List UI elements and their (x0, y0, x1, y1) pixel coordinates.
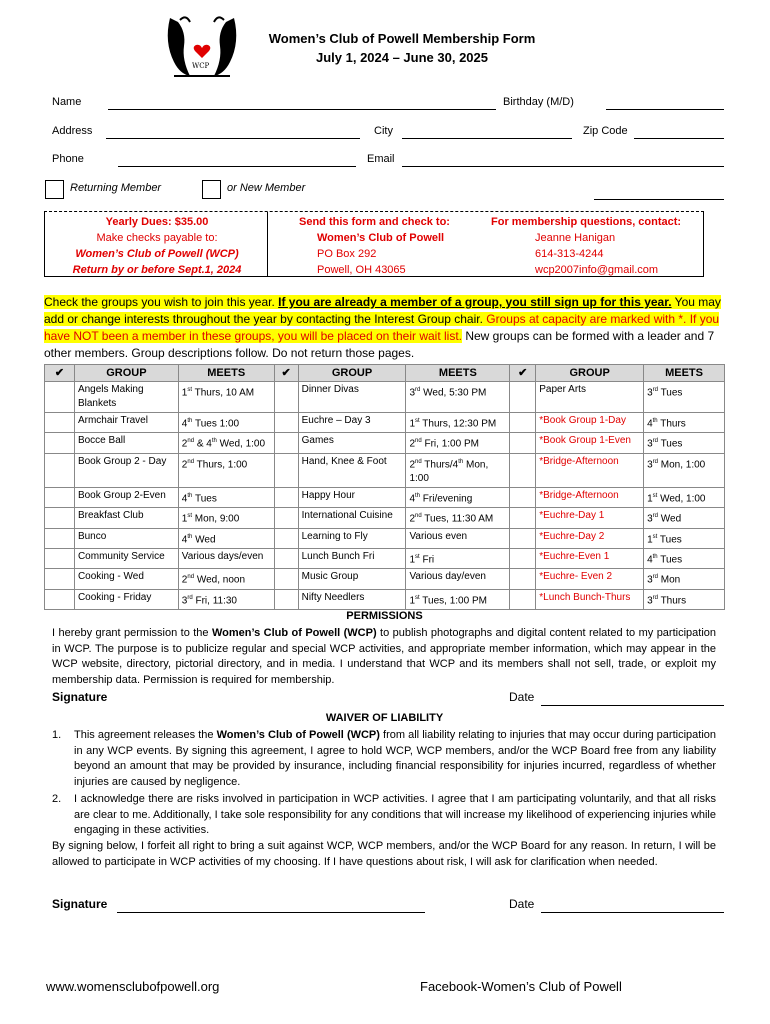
group-checkbox[interactable] (45, 433, 75, 453)
dues-box (44, 211, 704, 277)
group-name: Community Service (74, 548, 178, 568)
group-name: *Book Group 1-Day (536, 413, 644, 433)
contact-name: Jeanne Hanigan (535, 232, 616, 244)
dues-payable: Make checks payable to: (96, 232, 218, 244)
group-name: *Bridge-Afternoon (536, 487, 644, 507)
group-name: Armchair Travel (74, 413, 178, 433)
group-meets: 1st Thurs, 10 AM (178, 382, 274, 413)
table-row (45, 548, 725, 568)
waiver-item2: I acknowledge there are risks involved in participation in WCP activities. I agree that I am participating voluntarily, and that all risks are clear to me. Additionally, I take sole responsibility for any conditions that will increase my likelihood of experiencing injuries while engaging in these activities. (74, 793, 716, 836)
group-name: Hand, Knee & Foot (298, 453, 406, 487)
group-meets: 1st Mon, 9:00 (178, 508, 274, 528)
group-name: Happy Hour (298, 487, 406, 507)
waiver-item1-a: This agreement releases the (74, 729, 217, 741)
name-input[interactable] (108, 109, 496, 110)
group-name: International Cuisine (298, 508, 406, 528)
dues-column (45, 214, 269, 278)
meets-header: MEETS (178, 365, 274, 382)
group-name: *Euchre- Even 2 (536, 569, 644, 589)
group-meets: 2nd Thurs, 1:00 (178, 453, 274, 487)
group-meets: 4th Tues 1:00 (178, 413, 274, 433)
dues-deadline: Return by or before Sept.1, 2024 (72, 264, 242, 276)
group-checkbox[interactable] (45, 528, 75, 548)
group-meets: 3rd Mon (644, 569, 725, 589)
groups-table (44, 364, 725, 610)
group-meets: Various day/even (406, 569, 510, 589)
mail-name: Women’s Club of Powell (317, 232, 445, 244)
group-meets: 3rd Wed, 5:30 PM (406, 382, 510, 413)
group-checkbox[interactable] (45, 487, 75, 507)
birthday-label: Birthday (M/D) (503, 96, 574, 108)
group-name: Music Group (298, 569, 406, 589)
group-checkbox[interactable] (45, 382, 75, 413)
table-row (45, 382, 725, 413)
waiver-item1-bold: Women’s Club of Powell (WCP) (216, 729, 380, 741)
group-checkbox[interactable] (274, 589, 298, 609)
group-name: *Euchre-Even 1 (536, 548, 644, 568)
group-checkbox[interactable] (45, 589, 75, 609)
wcp-logo (160, 12, 244, 82)
group-checkbox[interactable] (510, 508, 536, 528)
extra-line (594, 199, 724, 200)
permissions-text-b: to publish photographs and digital content related to my participation in WCP. The purpose is to publicize regular and special WCP activities, and appropriate member information, which may appear in the WCP website, directory, pictorial directory, and in media. I understand that WCP and its members shall not sell, trade, or exploit my membership data. Permission is required for membership. (52, 627, 717, 686)
contact-phone: 614-313-4244 (535, 248, 604, 260)
group-checkbox[interactable] (45, 453, 75, 487)
group-meets: 4th Tues (178, 487, 274, 507)
intro-paragraph (44, 294, 724, 362)
intro-p5: New groups can be formed with a leader and 7 other members. Group descriptions follow. Do not return those pages. (44, 329, 715, 360)
group-name: Learning to Fly (298, 528, 406, 548)
signature-label-2: Signature (52, 897, 108, 911)
table-row (45, 589, 725, 609)
group-name: Book Group 2-Even (74, 487, 178, 507)
group-name: *Euchre-Day 1 (536, 508, 644, 528)
group-checkbox[interactable] (274, 508, 298, 528)
group-header: GROUP (298, 365, 406, 382)
waiver-item2-num: 2. (52, 793, 62, 805)
meets-header: MEETS (644, 365, 725, 382)
check-header: ✔ (45, 365, 75, 382)
group-name: Bunco (74, 528, 178, 548)
group-meets: 3rd Thurs (644, 589, 725, 609)
group-meets: 1st Tues, 1:00 PM (406, 589, 510, 609)
signature-label-1: Signature (52, 690, 108, 704)
permissions-text-a: I hereby grant permission to the (52, 627, 212, 639)
group-name: *Lunch Bunch-Thurs (536, 589, 644, 609)
group-checkbox[interactable] (510, 453, 536, 487)
table-row (45, 569, 725, 589)
name-label: Name (52, 96, 82, 108)
group-checkbox[interactable] (274, 569, 298, 589)
group-checkbox[interactable] (510, 569, 536, 589)
group-name: Breakfast Club (74, 508, 178, 528)
footer-website[interactable]: www.womensclubofpowell.org (46, 979, 220, 994)
group-meets: 2nd Wed, noon (178, 569, 274, 589)
birthday-input[interactable] (606, 109, 724, 110)
group-meets: 3rd Tues (644, 433, 725, 453)
table-row (45, 413, 725, 433)
group-checkbox[interactable] (274, 382, 298, 413)
group-checkbox[interactable] (510, 487, 536, 507)
group-meets: 3rd Tues (644, 382, 725, 413)
intro-p4: Groups at capacity are marked with *. If you have NOT been a member in these groups, you will be placed on their wait list. (44, 312, 720, 343)
group-meets: 4th Fri/evening (406, 487, 510, 507)
phone-input[interactable] (118, 166, 356, 167)
group-name: Euchre – Day 3 (298, 413, 406, 433)
group-meets: 2nd Thurs/4th Mon, 1:00 (406, 453, 510, 487)
group-meets: 1st Tues (644, 528, 725, 548)
zip-label: Zip Code (583, 125, 628, 137)
group-meets: Various days/even (178, 548, 274, 568)
signature-input-2[interactable] (117, 912, 425, 913)
table-row (45, 528, 725, 548)
waiver-item1-b: from all liability relating to injuries that may occur during participation in any WCP events. By signing this agreement, I agree to hold WCP, WCP members, and/or the WCP Board free from any liability beyond an amount that may be provided by insurance, including financial responsibility for injuries incurred, regardless of whether injuries are caused by negligence. (74, 729, 716, 788)
mail-column (299, 214, 469, 278)
date-label-1: Date (509, 690, 535, 704)
group-checkbox[interactable] (510, 382, 536, 413)
date-input-1[interactable] (541, 705, 724, 706)
group-meets: 3rd Wed (644, 508, 725, 528)
table-row (45, 453, 725, 487)
dues-payee: Women’s Club of Powell (WCP) (75, 248, 239, 260)
group-header: GROUP (536, 365, 644, 382)
group-name: *Book Group 1-Even (536, 433, 644, 453)
group-checkbox[interactable] (510, 433, 536, 453)
group-checkbox[interactable] (274, 548, 298, 568)
contact-heading: For membership questions, contact: (491, 216, 682, 228)
group-checkbox[interactable] (510, 413, 536, 433)
meets-header: MEETS (406, 365, 510, 382)
permissions-bold: Women’s Club of Powell (WCP) (211, 627, 377, 639)
group-checkbox[interactable] (274, 528, 298, 548)
group-name: *Bridge-Afternoon (536, 453, 644, 487)
group-name: Book Group 2 - Day (74, 453, 178, 487)
email-label: Email (367, 153, 395, 165)
group-meets: 2nd Tues, 11:30 AM (406, 508, 510, 528)
check-header: ✔ (274, 365, 298, 382)
logo-text: WCP (192, 62, 210, 70)
city-label: City (374, 125, 393, 137)
group-meets: 4th Wed (178, 528, 274, 548)
group-meets: 4th Thurs (644, 413, 725, 433)
returning-member-label: Returning Member (70, 182, 162, 194)
group-checkbox[interactable] (510, 528, 536, 548)
returning-member-checkbox[interactable] (45, 180, 64, 199)
form-title: Women’s Club of Powell Membership Form (268, 31, 536, 46)
waiver-heading: WAIVER OF LIABILITY (325, 712, 444, 724)
date-input-2[interactable] (541, 912, 724, 913)
email-input[interactable] (402, 166, 724, 167)
group-meets: 3rd Fri, 11:30 (178, 589, 274, 609)
group-checkbox[interactable] (45, 413, 75, 433)
contact-column (491, 214, 701, 278)
form-dates: July 1, 2024 – June 30, 2025 (315, 50, 488, 65)
group-meets: 2nd & 4th Wed, 1:00 (178, 433, 274, 453)
phone-label: Phone (52, 153, 84, 165)
group-checkbox[interactable] (274, 433, 298, 453)
new-member-checkbox[interactable] (202, 180, 221, 199)
group-meets: Various even (406, 528, 510, 548)
group-meets: 1st Fri (406, 548, 510, 568)
permissions-text (52, 626, 716, 688)
zip-input[interactable] (634, 138, 724, 139)
date-label-2: Date (509, 897, 535, 911)
group-checkbox[interactable] (274, 453, 298, 487)
address-input[interactable] (106, 138, 360, 139)
group-checkbox[interactable] (510, 589, 536, 609)
group-name: Dinner Divas (298, 382, 406, 413)
table-row (45, 433, 725, 453)
group-name: Cooking - Friday (74, 589, 178, 609)
group-checkbox[interactable] (274, 413, 298, 433)
mail-box: PO Box 292 (317, 248, 377, 260)
waiver-item1-num: 1. (52, 729, 62, 741)
group-meets: 1st Wed, 1:00 (644, 487, 725, 507)
new-member-label: or New Member (227, 182, 306, 194)
group-checkbox[interactable] (274, 487, 298, 507)
group-meets: 3rd Mon, 1:00 (644, 453, 725, 487)
table-row (45, 487, 725, 507)
group-meets: 4th Tues (644, 548, 725, 568)
dues-divider (267, 212, 268, 276)
contact-email[interactable]: wcp2007info@gmail.com (535, 264, 659, 276)
footer-facebook[interactable]: Facebook-Women’s Club of Powell (420, 979, 622, 994)
group-meets: 1st Thurs, 12:30 PM (406, 413, 510, 433)
waiver-item1 (74, 728, 716, 790)
group-name: Games (298, 433, 406, 453)
group-name: Bocce Ball (74, 433, 178, 453)
group-checkbox[interactable] (45, 569, 75, 589)
group-name: Lunch Bunch Fri (298, 548, 406, 568)
mail-heading: Send this form and check to: (299, 216, 450, 228)
intro-p2: If you are already a member of a group, you still sign up for this year. (278, 295, 672, 309)
group-checkbox[interactable] (510, 548, 536, 568)
group-header: GROUP (74, 365, 178, 382)
address-label: Address (52, 125, 93, 137)
intro-p1: Check the groups you wish to join this year. (44, 295, 279, 309)
table-header-row (45, 365, 725, 382)
table-row (45, 508, 725, 528)
dues-amount: Yearly Dues: $35.00 (105, 216, 209, 228)
group-meets: 2nd Fri, 1:00 PM (406, 433, 510, 453)
group-name: Cooking - Wed (74, 569, 178, 589)
permissions-heading: PERMISSIONS (346, 610, 423, 622)
mail-city: Powell, OH 43065 (317, 264, 406, 276)
group-name: *Euchre-Day 2 (536, 528, 644, 548)
intro-p3: You may add or change interests throughout the year by contacting the Interest Group chair. (44, 295, 721, 326)
group-checkbox[interactable] (45, 508, 75, 528)
group-name: Angels Making Blankets (74, 382, 178, 413)
city-input[interactable] (402, 138, 572, 139)
check-header: ✔ (510, 365, 536, 382)
group-name: Nifty Needlers (298, 589, 406, 609)
group-name: Paper Arts (536, 382, 644, 413)
waiver-closing: By signing below, I forfeit all right to bring a suit against WCP, WCP members, and/or the WCP Board for any reason. In return, I will be allowed to participate in WCP activities of my choosing. If I have questions about risk, I will ask for clarification when needed. (52, 840, 716, 868)
group-checkbox[interactable] (45, 548, 75, 568)
